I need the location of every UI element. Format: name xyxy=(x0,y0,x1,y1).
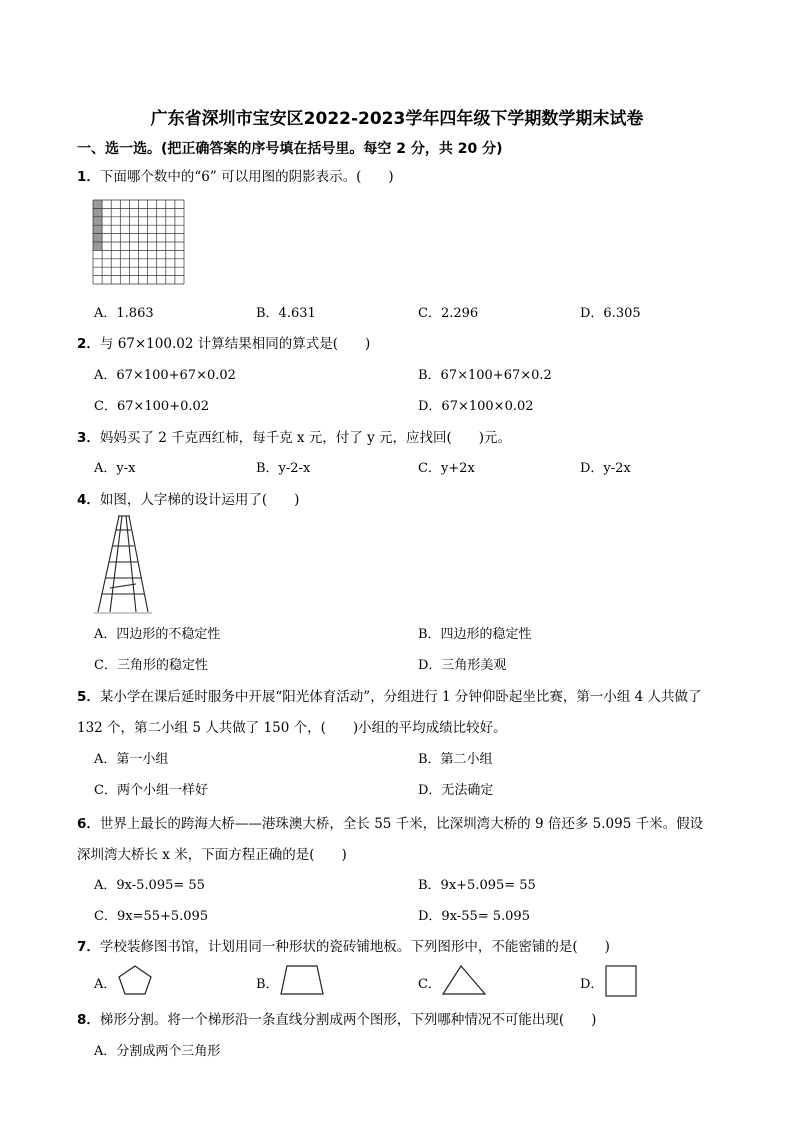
hundred-grid-figure xyxy=(93,200,185,285)
question-text: 某小学在课后延时服务中开展“阳光体育活动”，分组进行 1 分钟仰卧起坐比赛，第一小组 4 人共做了 xyxy=(99,689,702,705)
question-8 xyxy=(77,1008,596,1028)
question-5 xyxy=(77,685,702,705)
page-title: 广东省深圳市宝安区2022-2023学年四年级下学期数学期末试卷 xyxy=(150,109,644,129)
question-number: 2． xyxy=(77,336,100,352)
option-b[interactable]: B．y-2-x xyxy=(256,461,311,476)
option-a[interactable]: A．67×100+67×0.02 xyxy=(94,368,236,383)
option-a[interactable]: A． xyxy=(94,977,117,992)
option-d[interactable]: D．无法确定 xyxy=(418,783,494,798)
option-c[interactable]: C． xyxy=(418,977,441,992)
question-text: 学校装修图书馆，计划用同一种形状的瓷砖铺地板。下列图形中，不能密铺的是( ) xyxy=(99,939,610,955)
step-ladder-figure xyxy=(92,512,154,614)
option-d[interactable]: D．9x-55= 5.095 xyxy=(418,909,530,924)
shaded-cell xyxy=(93,200,102,208)
question-text: 下面哪个数中的“6” 可以用图的阴影表示。( ) xyxy=(99,169,394,185)
option-c[interactable]: C．三角形的稳定性 xyxy=(94,658,208,673)
option-c[interactable]: C．两个小组一样好 xyxy=(94,783,208,798)
option-c[interactable]: C．9x=55+5.095 xyxy=(94,909,209,924)
question-text: 梯形分割。将一个梯形沿一条直线分割成两个图形，下列哪种情况不可能出现( ) xyxy=(99,1012,597,1028)
question-2 xyxy=(77,332,370,352)
question-text: 世界上最长的跨海大桥——港珠澳大桥，全长 55 千米，比深圳湾大桥的 9 倍还多 5.095 千米。假设 xyxy=(99,816,704,832)
option-b[interactable]: B．第二小组 xyxy=(418,752,493,767)
question-number: 1． xyxy=(77,169,100,185)
question-4 xyxy=(77,488,299,508)
option-a[interactable]: A．第一小组 xyxy=(94,752,169,767)
question-3 xyxy=(77,426,511,446)
option-d[interactable]: D． xyxy=(580,977,604,992)
question-number: 6． xyxy=(77,816,100,832)
question-number: 4． xyxy=(77,492,100,508)
option-d[interactable]: D．67×100×0.02 xyxy=(418,399,534,414)
shaded-cell xyxy=(93,208,102,216)
question-number: 5． xyxy=(77,689,100,705)
triangle-shape[interactable] xyxy=(441,964,487,996)
option-c[interactable]: C．y+2x xyxy=(418,461,475,476)
option-a[interactable]: A．y-x xyxy=(94,461,136,476)
option-c[interactable]: C．2.296 xyxy=(418,306,479,321)
trapezoid-shape[interactable] xyxy=(279,964,325,996)
question-number: 3． xyxy=(77,430,100,446)
shaded-cell xyxy=(93,234,102,242)
option-d[interactable]: D．三角形美观 xyxy=(418,658,507,673)
square-shape[interactable] xyxy=(604,964,638,998)
question-text-continued: 132 个，第二小组 5 人共做了 150 个，( )小组的平均成绩比较好。 xyxy=(77,720,507,736)
question-number: 7． xyxy=(77,939,100,955)
pentagon-shape[interactable] xyxy=(117,964,153,996)
option-a[interactable]: A．分割成两个三角形 xyxy=(94,1044,221,1059)
shaded-cell xyxy=(93,225,102,233)
option-a[interactable]: A．四边形的不稳定性 xyxy=(94,627,221,642)
question-text: 如图，人字梯的设计运用了( ) xyxy=(99,492,300,508)
option-d[interactable]: D．y-2x xyxy=(580,461,631,476)
question-text-continued: 深圳湾大桥长 x 米，下面方程正确的是( ) xyxy=(77,847,347,863)
option-b[interactable]: B． xyxy=(256,977,279,992)
shaded-cell xyxy=(93,217,102,225)
option-a[interactable]: A．1.863 xyxy=(94,306,154,321)
option-a[interactable]: A．9x-5.095= 55 xyxy=(94,878,205,893)
question-number: 8． xyxy=(77,1012,100,1028)
option-b[interactable]: B．9x+5.095= 55 xyxy=(418,878,536,893)
question-text: 与 67×100.02 计算结果相同的算式是( ) xyxy=(99,336,371,352)
section-heading: 一、选一选。(把正确答案的序号填在括号里。每空 2 分，共 20 分) xyxy=(77,141,503,157)
question-6 xyxy=(77,812,703,832)
option-c[interactable]: C．67×100+0.02 xyxy=(94,399,210,414)
question-1 xyxy=(77,165,394,185)
option-b[interactable]: B．67×100+67×0.2 xyxy=(418,368,552,383)
option-b[interactable]: B．4.631 xyxy=(256,306,316,321)
question-7 xyxy=(77,935,610,955)
option-b[interactable]: B．四边形的稳定性 xyxy=(418,627,532,642)
question-text: 妈妈买了 2 千克西红柿，每千克 x 元，付了 y 元，应找回( )元。 xyxy=(99,430,512,446)
shaded-cell xyxy=(93,242,102,250)
option-d[interactable]: D．6.305 xyxy=(580,306,641,321)
